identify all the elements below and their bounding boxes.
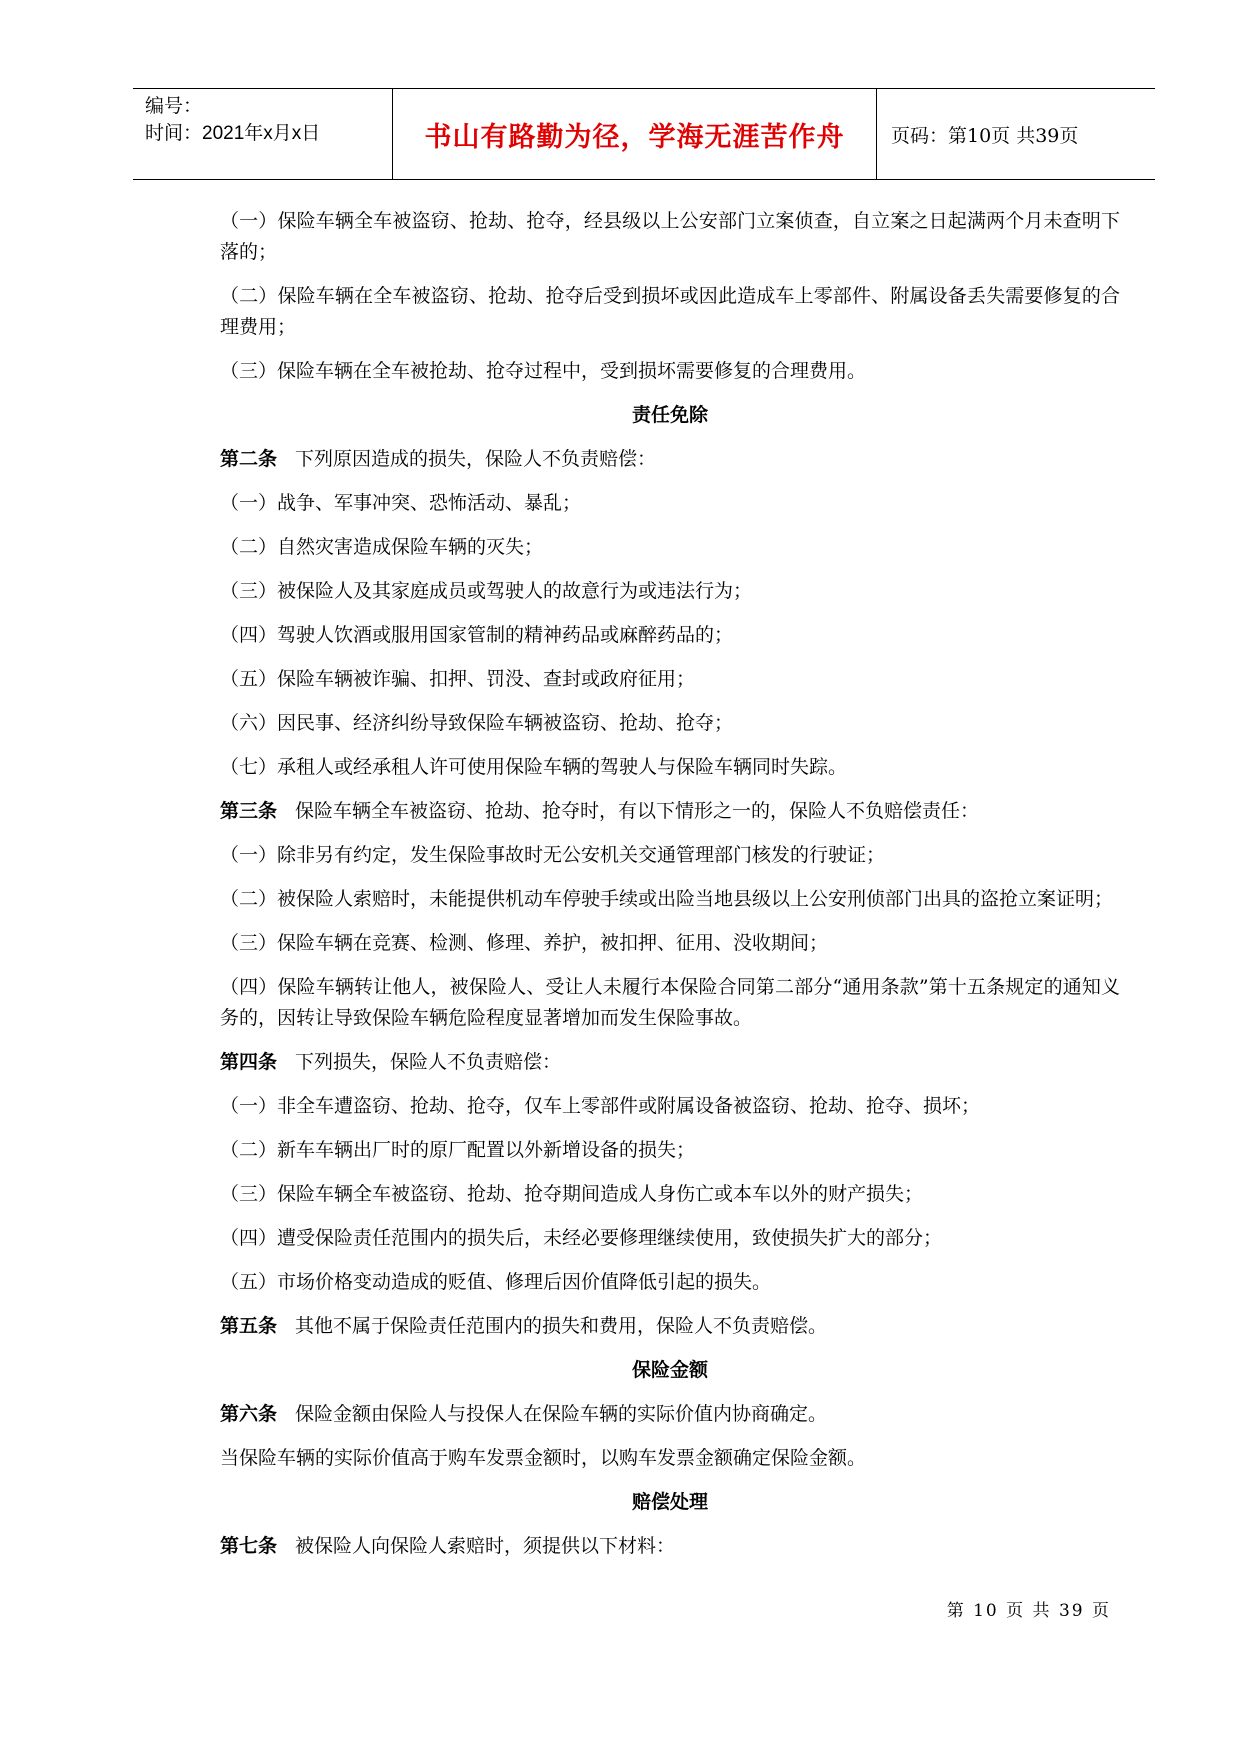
article-3 — [220, 796, 1120, 827]
document-body — [220, 206, 1120, 1575]
list-item: （一）战争、军事冲突、恐怖活动、暴乱； — [220, 492, 582, 514]
paragraph: （一）保险车辆全车被盗窃、抢劫、抢夺，经县级以上公安部门立案侦查，自立案之日起满两个月未查明下落的； — [220, 210, 1120, 263]
article-5 — [220, 1311, 1120, 1342]
paragraph: （三）保险车辆在全车被抢劫、抢夺过程中，受到损坏需要修复的合理费用。 — [220, 360, 867, 382]
article-text: 保险金额由保险人与投保人在保险车辆的实际价值内协商确定。 — [295, 1403, 828, 1425]
document-header — [133, 88, 1155, 180]
list-item: （五）市场价格变动造成的贬值、修理后因价值降低引起的损失。 — [220, 1271, 772, 1293]
list-item: （五）保险车辆被诈骗、扣押、罚没、查封或政府征用； — [220, 668, 696, 690]
section-title-liability-exclusion: 责任免除 — [631, 404, 708, 426]
header-meta — [133, 89, 393, 179]
header-page-info: 页码：第10页 共39页 — [891, 124, 1079, 147]
article-label: 第二条 — [220, 448, 278, 470]
time-label: 时间：2021年x月x日 — [145, 123, 321, 144]
article-text: 下列原因造成的损失，保险人不负责赔偿： — [295, 448, 657, 470]
list-item: （六）因民事、经济纠纷导致保险车辆被盗窃、抢劫、抢夺； — [220, 712, 734, 734]
list-item: （四）保险车辆转让他人，被保险人、受让人未履行本保险合同第二部分“通用条款”第十五条规定的通知义务的，因转让导致保险车辆危险程度显著增加而发生保险事故。 — [220, 976, 1120, 1029]
article-label: 第七条 — [220, 1535, 278, 1557]
list-item: （三）保险车辆全车被盗窃、抢劫、抢夺期间造成人身伤亡或本车以外的财产损失； — [220, 1183, 924, 1205]
serial-number-label: 编号： — [145, 96, 203, 117]
article-text: 其他不属于保险责任范围内的损失和费用，保险人不负责赔偿。 — [295, 1315, 828, 1337]
page-footer: 第 10 页 共 39 页 — [946, 1601, 1111, 1621]
article-label: 第六条 — [220, 1403, 278, 1425]
article-label: 第四条 — [220, 1051, 278, 1073]
list-item: （七）承租人或经承租人许可使用保险车辆的驾驶人与保险车辆同时失踪。 — [220, 756, 848, 778]
article-4 — [220, 1047, 1120, 1078]
header-motto: 书山有路勤为径，学海无涯苦作舟 — [393, 89, 877, 179]
list-item: （一）非全车遭盗窃、抢劫、抢夺，仅车上零部件或附属设备被盗窃、抢劫、抢夺、损坏； — [220, 1095, 981, 1117]
article-text: 下列损失，保险人不负责赔偿： — [295, 1051, 562, 1073]
paragraph: （二）保险车辆在全车被盗窃、抢劫、抢夺后受到损坏或因此造成车上零部件、附属设备丢失需要修复的合理费用； — [220, 285, 1120, 338]
article-label: 第三条 — [220, 800, 278, 822]
article-text: 保险车辆全车被盗窃、抢劫、抢夺时，有以下情形之一的，保险人不负赔偿责任： — [295, 800, 980, 822]
list-item: （二）自然灾害造成保险车辆的灭失； — [220, 536, 544, 558]
paragraph: 当保险车辆的实际价值高于购车发票金额时，以购车发票金额确定保险金额。 — [220, 1447, 867, 1469]
list-item: （四）遭受保险责任范围内的损失后，未经必要修理继续使用，致使损失扩大的部分； — [220, 1227, 943, 1249]
list-item: （三）被保险人及其家庭成员或驾驶人的故意行为或违法行为； — [220, 580, 753, 602]
section-title-claims: 赔偿处理 — [631, 1491, 708, 1513]
article-text: 被保险人向保险人索赔时，须提供以下材料： — [295, 1535, 676, 1557]
article-label: 第五条 — [220, 1315, 278, 1337]
list-item: （一）除非另有约定，发生保险事故时无公安机关交通管理部门核发的行驶证； — [220, 844, 886, 866]
list-item: （二）新车车辆出厂时的原厂配置以外新增设备的损失； — [220, 1139, 696, 1161]
list-item: （四）驾驶人饮酒或服用国家管制的精神药品或麻醉药品的； — [220, 624, 734, 646]
list-item: （三）保险车辆在竞赛、检测、修理、养护，被扣押、征用、没收期间； — [220, 932, 829, 954]
article-7 — [220, 1531, 1120, 1562]
list-item: （二）被保险人索赔时，未能提供机动车停驶手续或出险当地县级以上公安刑侦部门出具的盗抢立案证明； — [220, 888, 1114, 910]
article-6 — [220, 1399, 1120, 1430]
section-title-insured-amount: 保险金额 — [631, 1359, 708, 1381]
article-2 — [220, 444, 1120, 475]
